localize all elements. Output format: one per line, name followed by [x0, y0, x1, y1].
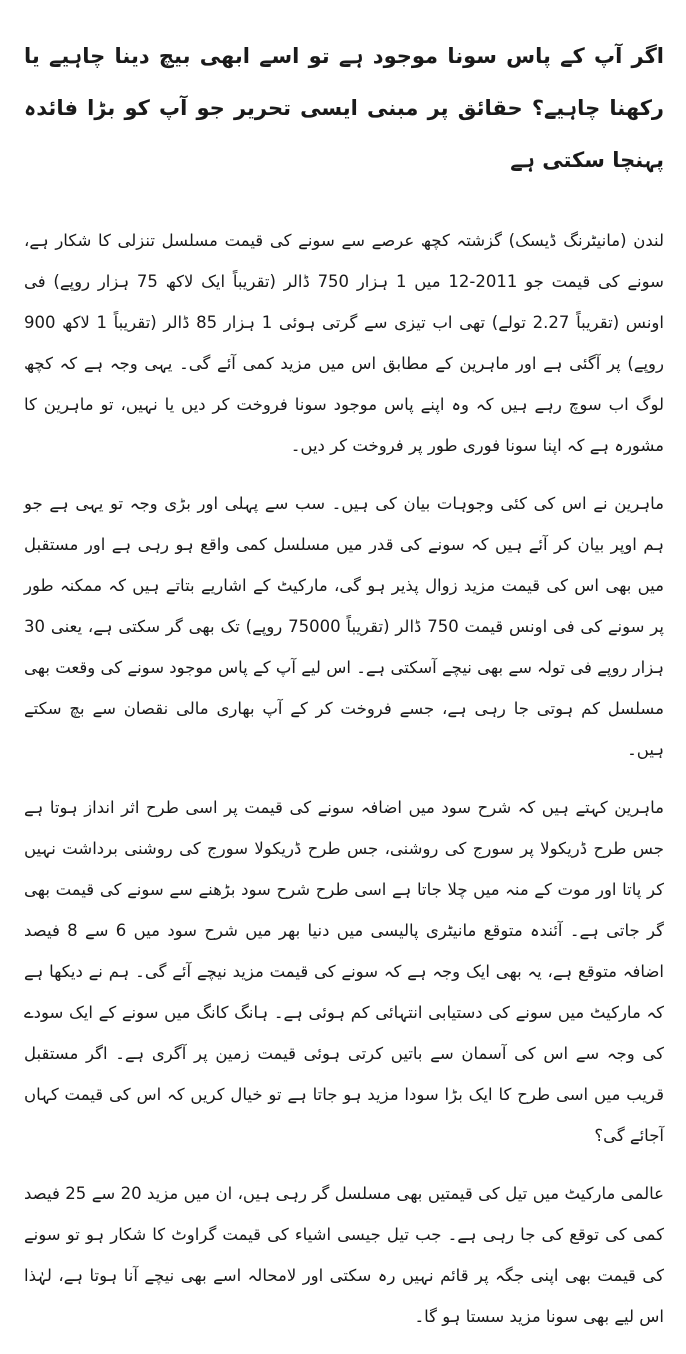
article-paragraph-3: ماہرین کہتے ہیں کہ شرح سود میں اضافہ سونے کی قیمت پر اسی طرح اثر انداز ہوتا ہے جس طرح ڈریکولا پر سورج کی روشنی، جس طرح ڈریکولا سورج کی روشنی برداشت نہیں کر پاتا اور موت کے منہ میں چلا جاتا ہے اسی طرح شرح سود بڑھنے سے سونے کی قیمت بھی گر جاتی ہے۔ آئندہ متوقع مانیٹری پالیسی میں دنیا بھر میں شرح سود میں 6 سے 8 فیصد اضافہ متوقع ہے، یہ بھی ایک وجہ ہے کہ سونے کی قیمت مزید نیچے آئے گی۔ ہم نے دیکھا ہے کہ مارکیٹ میں سونے کی دستیابی انتہائی کم ہوئی ہے۔ ہانگ کانگ میں سونے کے ایک سودے کی وجہ سے اس کی آسمان سے باتیں کرتی ہوئی قیمت زمین پر آگری ہے۔ اگر مستقبل قریب میں اسی طرح کا ایک بڑا سودا مزید ہو جاتا ہے تو خیال کریں کہ اس کی قیمت کہاں آجائے گی؟ — [24, 798, 664, 1145]
article-headline: اگر آپ کے پاس سونا موجود ہے تو اسے ابھی بیچ دینا چاہیے یا رکھنا چاہیے؟ حقائق پر مبنی ایسی تحریر جو آپ کو بڑا فائدہ پہنچا سکتی ہے — [24, 44, 664, 172]
article-paragraph-4: عالمی مارکیٹ میں تیل کی قیمتیں بھی مسلسل گر رہی ہیں، ان میں مزید 20 سے 25 فیصد کمی کی توقع کی جا رہی ہے۔ جب تیل جیسی اشیاء کی قیمت گراوٹ کا شکار ہو تو سونے کی قیمت بھی اپنی جگہ پر قائم نہیں رہ سکتی اور لامحالہ اسے بھی نیچے آنا ہوتا ہے، لہٰذا اس لیے بھی سونا مزید سستا ہو گا۔ — [24, 1184, 664, 1326]
article-paragraph-2: ماہرین نے اس کی کئی وجوہات بیان کی ہیں۔ سب سے پہلی اور بڑی وجہ تو یہی ہے جو ہم اوپر بیان کر آئے ہیں کہ سونے کی قدر میں مسلسل کمی واقع ہو رہی ہے اور مستقبل میں بھی اس کی قیمت مزید زوال پذیر ہو گی، مارکیٹ کے اشاریے بتاتے ہیں کہ ممکنہ طور پر سونے کی فی اونس قیمت 750 ڈالر (تقریباً 75000 روپے) تک بھی گر سکتی ہے، یعنی 30 ہزار روپے فی تولہ سے بھی نیچے آسکتی ہے۔ اس لیے آپ کے پاس موجود سونے کی وقعت بھی مسلسل کم ہوتی جا رہی ہے، جسے فروخت کر کے آپ بھاری مالی نقصان سے بچ سکتے ہیں۔ — [24, 494, 664, 759]
article — [24, 30, 664, 1354]
article-paragraph-1: لندن (مانیٹرنگ ڈیسک) گزشتہ کچھ عرصے سے سونے کی قیمت مسلسل تنزلی کا شکار ہے، سونے کی قیمت جو 2011-12 میں 1 ہزار 750 ڈالر (تقریباً ایک لاکھ 75 ہزار روپے) فی اونس (تقریباً 2.27 تولے) تھی اب تیزی سے گرتی ہوئی 1 ہزار 85 ڈالر (تقریباً 1 لاکھ 900 روپے) پر آگئی ہے اور ماہرین کے مطابق اس میں مزید کمی آئے گی۔ یہی وجہ ہے کہ کچھ لوگ اب سوچ رہے ہیں کہ وہ اپنے پاس موجود سونا فروخت کر دیں یا نہیں، تو ماہرین کا مشورہ ہے کہ اپنا سونا فوری طور پر فروخت کر دیں۔ — [24, 231, 664, 455]
